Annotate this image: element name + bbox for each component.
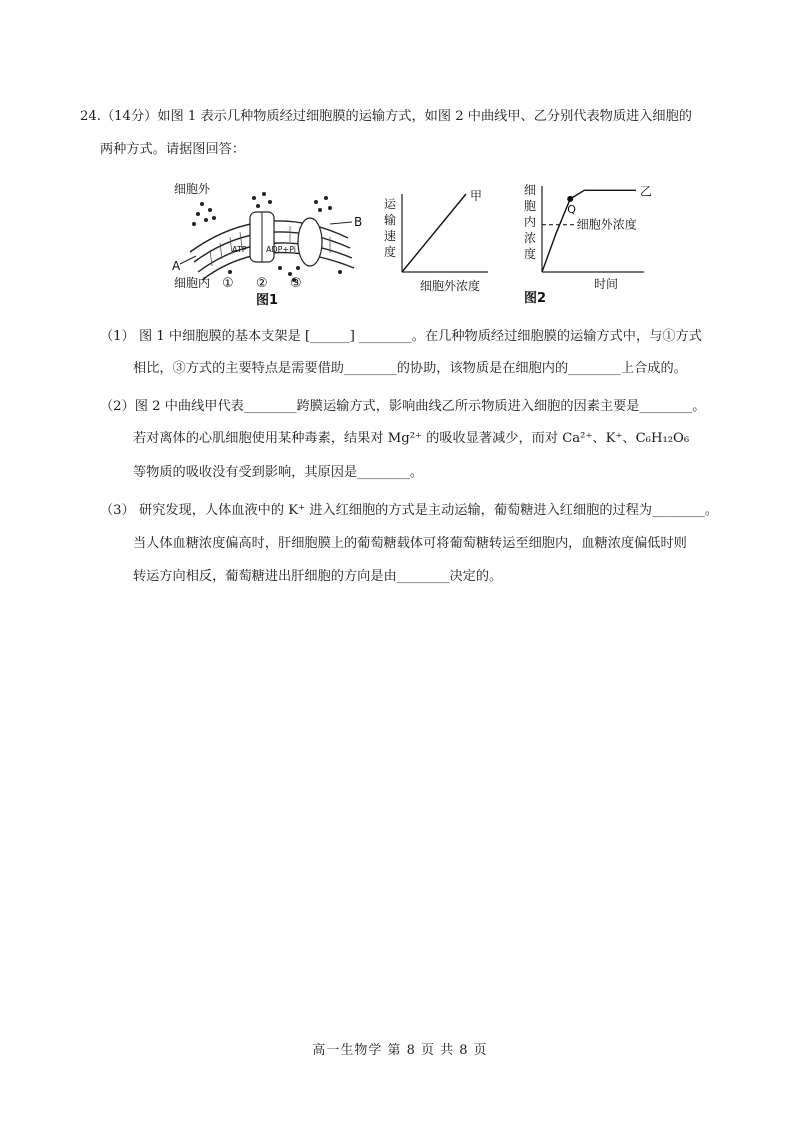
fig1-label-a: A xyxy=(172,259,181,273)
chart2-ylabel-char-3: 内 xyxy=(524,215,537,229)
fig1-caption: 图1 xyxy=(256,293,279,308)
chart1-ylabel-char-2: 输 xyxy=(384,213,397,227)
route-2: ② xyxy=(256,276,268,291)
figure1-speed-chart xyxy=(380,180,510,310)
figure1-membrane-diagram xyxy=(170,180,365,310)
q3-line1: （3） 研究发现，人体血液中的 K⁺ 进入红细胞的方式是主动运输，葡萄糖进入红细胞的过程为________。 xyxy=(100,503,719,518)
chart1-ylabel-char-3: 速 xyxy=(384,229,397,243)
fig1-label-b: B xyxy=(354,215,363,229)
q2-line1: （2）图 2 中曲线甲代表________跨膜运输方式，影响曲线乙所示物质进入细胞的因素主要是________。 xyxy=(100,399,706,414)
chart2-ylabel-char-2: 胞 xyxy=(524,199,537,213)
adp-label: ADP+Pi xyxy=(266,245,297,254)
question-intro-line1: 24.（14分）如图 1 表示几种物质经过细胞膜的运输方式，如图 2 中曲线甲、乙分别代表物质进入细胞的 xyxy=(80,109,692,124)
figure2-concentration-chart xyxy=(520,180,730,310)
route-1: ① xyxy=(222,276,234,291)
channel-protein xyxy=(298,218,322,266)
q2-line3: 等物质的吸收没有受到影响，其原因是________。 xyxy=(133,465,424,480)
fig2-caption: 图2 xyxy=(524,291,547,306)
q3-line3: 转运方向相反，葡萄糖进出肝细胞的方向是由________决定的。 xyxy=(133,569,503,584)
chart2-ylabel xyxy=(524,183,536,261)
chart1-ylabel xyxy=(384,197,397,259)
route-3: ③ xyxy=(290,276,302,291)
outside-concentration-label: 细胞外浓度 xyxy=(576,217,637,232)
fig1-label-outside: 细胞外 xyxy=(174,182,211,196)
series-jia-label: 甲 xyxy=(470,189,483,203)
chart2-ylabel-char-1: 细 xyxy=(524,183,537,197)
point-q-label: Q xyxy=(567,202,576,216)
chart2-xlabel: 时间 xyxy=(594,277,619,291)
series-jia-line xyxy=(402,194,466,272)
chart2-ylabel-char-5: 度 xyxy=(524,247,537,261)
q2-line2: 若对离体的心肌细胞使用某种毒素，结果对 Mg²⁺ 的吸收显著减少，而对 Ca²⁺、K⁺、C₆H₁₂O₆ xyxy=(133,431,690,446)
q1-line1: （1） 图 1 中细胞膜的基本支架是 [______] ________。在几种物质经过细胞膜的运输方式中，与①方式 xyxy=(100,329,702,344)
chart1-ylabel-char-4: 度 xyxy=(384,245,397,259)
chart1-xlabel: 细胞外浓度 xyxy=(420,279,481,293)
q3-line2: 当人体血糖浓度偏高时，肝细胞膜上的葡萄糖载体可将葡萄糖转运至细胞内，血糖浓度偏低时则 xyxy=(133,536,687,551)
q1-line2: 相比，③方式的主要特点是需要借助________的协助，该物质是在细胞内的________上合成的。 xyxy=(133,361,687,376)
chart2-ylabel-char-4: 浓 xyxy=(524,231,537,245)
atp-label: ATP xyxy=(232,245,247,254)
point-q xyxy=(567,196,573,202)
chart1-ylabel-char-1: 运 xyxy=(384,197,397,211)
figures xyxy=(170,180,730,310)
series-yi-label: 乙 xyxy=(640,184,653,199)
inside-molecules xyxy=(228,266,342,282)
page-footer: 高一生物学 第 8 页 共 8 页 xyxy=(312,1043,488,1058)
question-intro-line2: 两种方式。请据图回答： xyxy=(100,142,246,157)
fig1-label-inside: 细胞内 xyxy=(174,276,211,290)
